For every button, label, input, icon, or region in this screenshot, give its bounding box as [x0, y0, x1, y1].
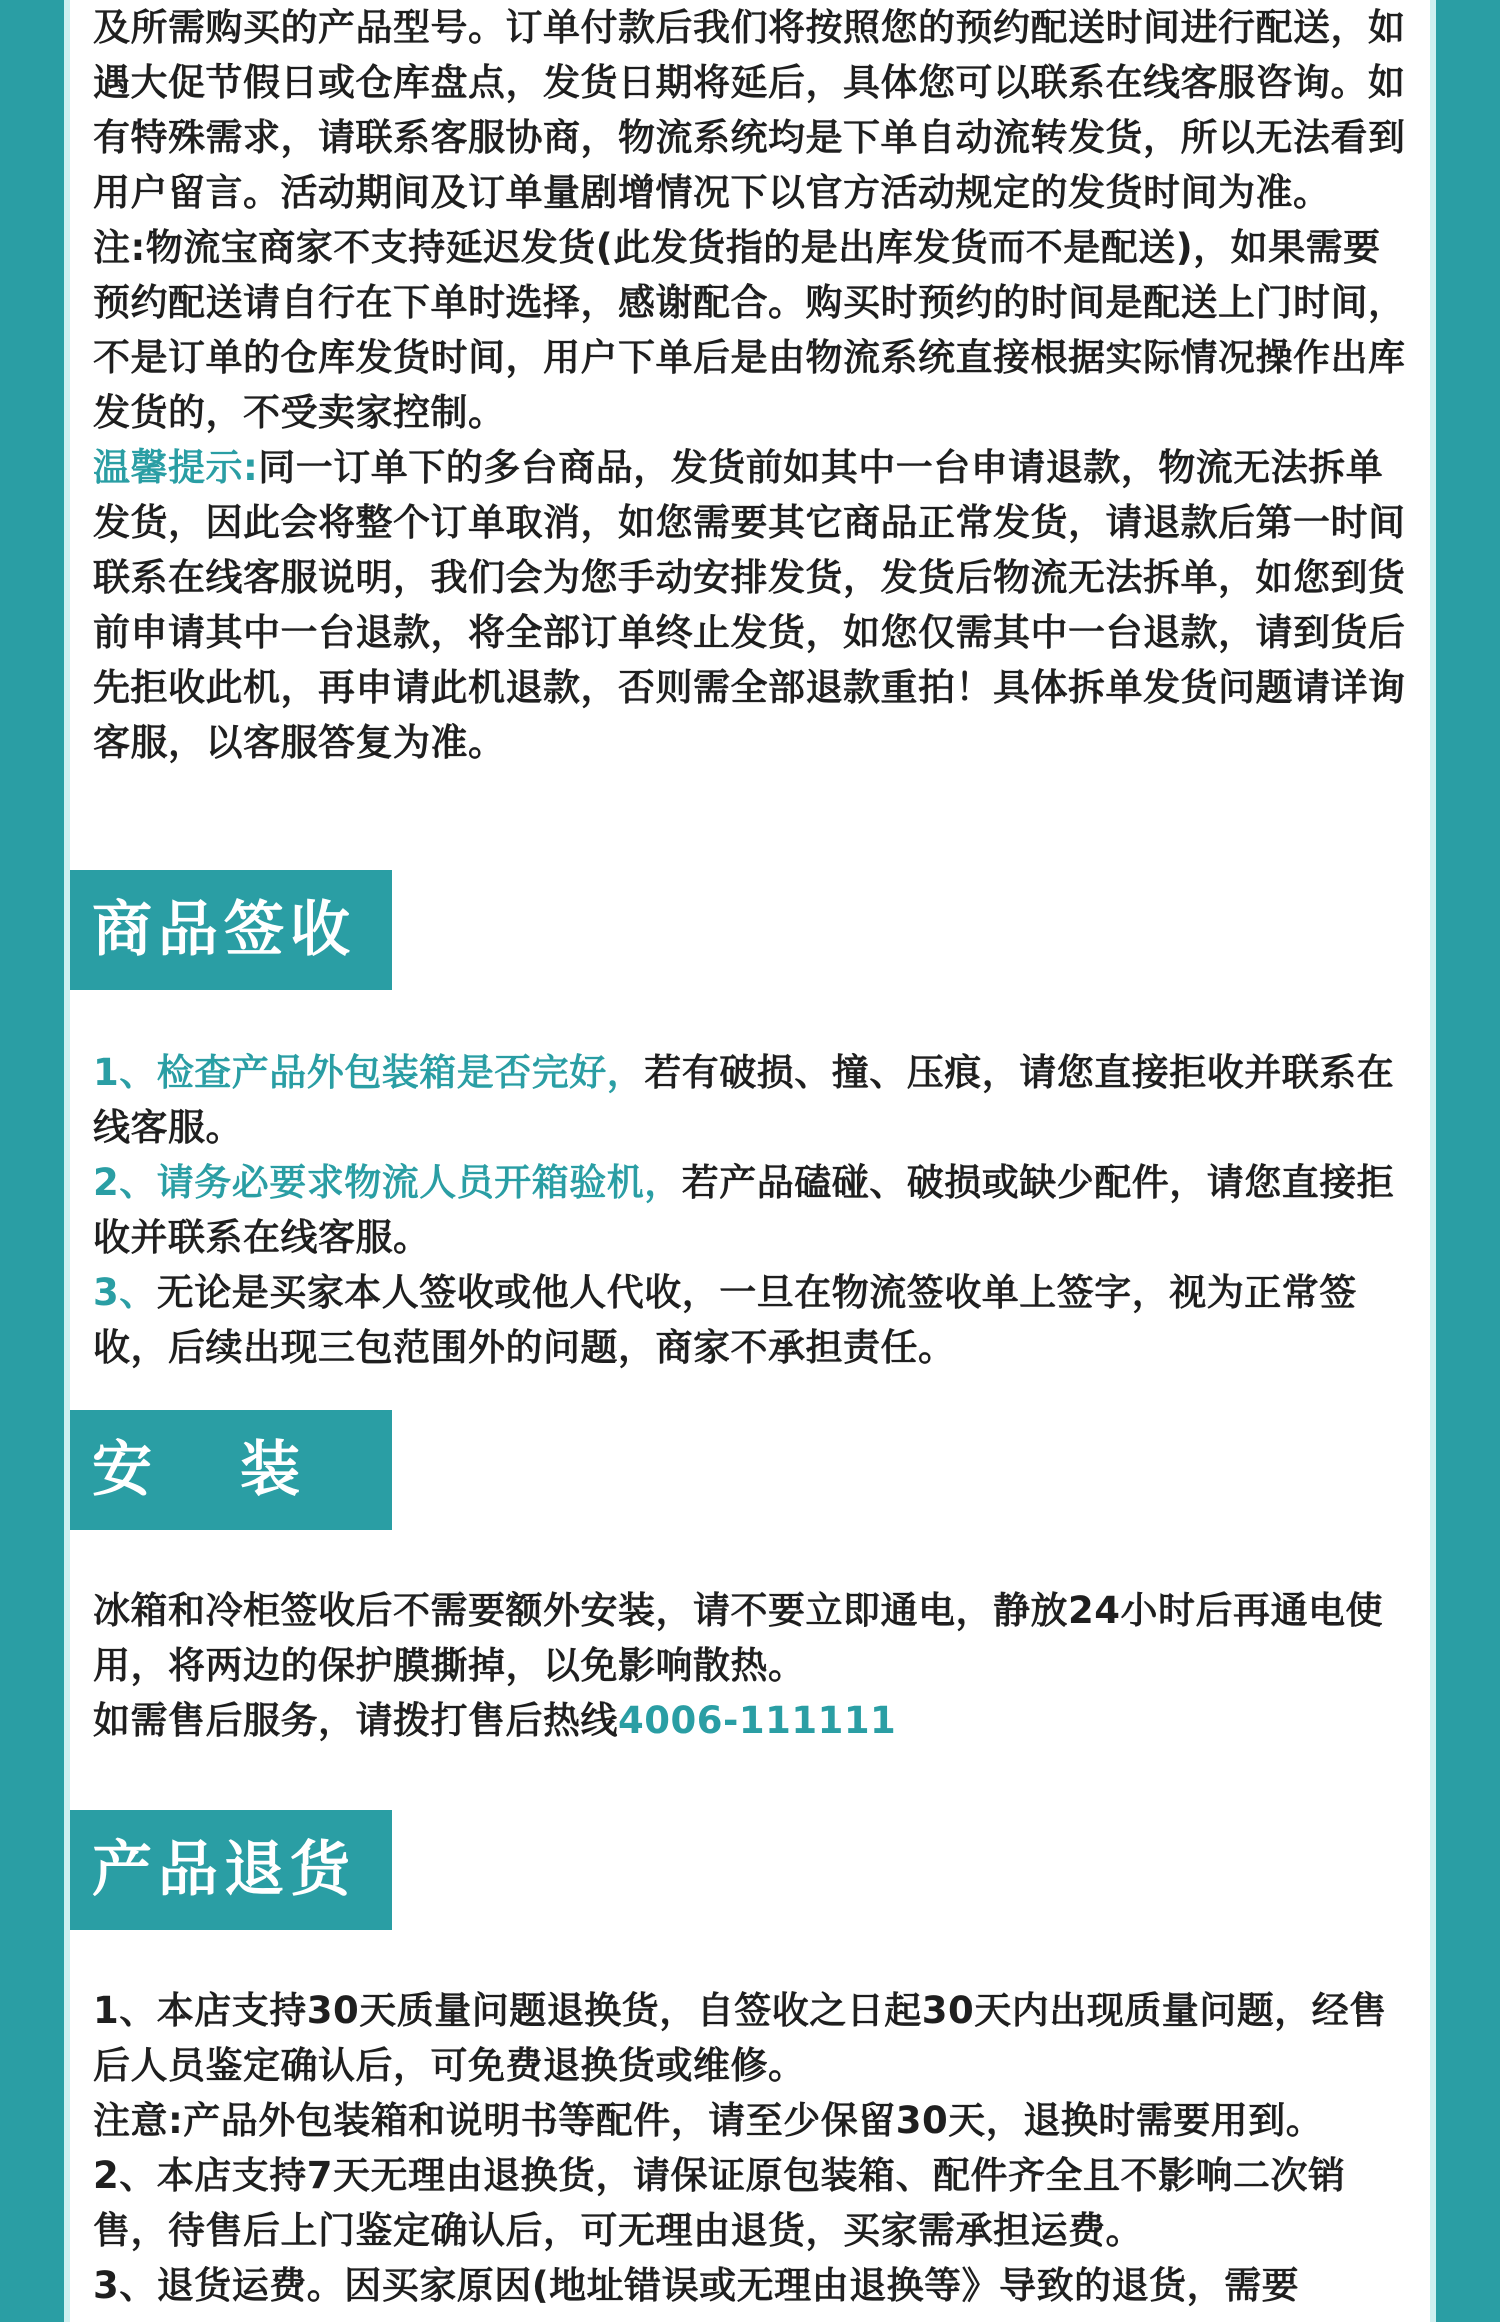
install-paragraph: 冰箱和冷柜签收后不需要额外安装，请不要立即通电，静放24小时后再通电使用，将两边的保护膜撕掉，以免影响散热。: [93, 1589, 1383, 1687]
receipt-item-3: [93, 1265, 1412, 1375]
receipt-item-2: [93, 1155, 1412, 1265]
section-header-install: 安装: [70, 1410, 392, 1530]
content-panel: [64, 0, 1436, 2322]
warm-tip: [93, 440, 1412, 770]
returns-item-3: 3、退货运费。因买家原因(地址错误或无理由退换等》导致的退货，需要: [93, 2264, 1300, 2307]
section-header-receipt: 商品签收: [70, 870, 392, 990]
warm-tip-text: 同一订单下的多台商品，发货前如其中一台申请退款，物流无法拆单发货，因此会将整个订单取消，如您需要其它商品正常发货，请退款后第一时间联系在线客服说明，我们会为您手动安排发货，发货后物流无法拆单，如您到货前申请其中一台退款，将全部订单终止发货，如您仅需其中一台退款，请到货后先拒收此机，再申请此机退款，否则需全部退款重拍！具体拆单发货问题请详询客服，以客服答复为准。: [93, 446, 1406, 764]
receipt-block: [93, 1045, 1412, 1375]
logistics-note: 注:物流宝商家不支持延迟发货(此发货指的是出库发货而不是配送)，如果需要预约配送请自行在下单时选择，感谢配合。购买时预约的时间是配送上门时间，不是订单的仓库发货时间，用户下单后是由物流系统直接根据实际情况操作出库发货的，不受卖家控制。: [93, 226, 1406, 434]
hotline-line: [93, 1693, 1412, 1748]
install-block: [93, 1583, 1412, 1748]
shipping-paragraph: 及所需购买的产品型号。订单付款后我们将按照您的预约配送时间进行配送，如遇大促节假日或仓库盘点，发货日期将延后，具体您可以联系在线客服咨询。如有特殊需求，请联系客服协商，物流系统均是下单自动流转发货，所以无法看到用户留言。活动期间及订单量剧增情况下以官方活动规定的发货时间为准。: [93, 6, 1406, 214]
returns-note: 注意:产品外包装箱和说明书等配件，请至少保留30天，退换时需要用到。: [93, 2099, 1324, 2142]
hotline-number: 4006-111111: [618, 1699, 897, 1742]
receipt-item-3-number: 3、: [93, 1271, 157, 1314]
receipt-item-3-text: 无论是买家本人签收或他人代收，一旦在物流签收单上签字，视为正常签收，后续出现三包范围外的问题，商家不承担责任。: [93, 1271, 1357, 1369]
returns-item-1: 1、本店支持30天质量问题退换货，自签收之日起30天内出现质量问题，经售后人员鉴定确认后，可免费退换货或维修。: [93, 1989, 1387, 2087]
receipt-item-1-highlight: 1、检查产品外包装箱是否完好，: [93, 1051, 645, 1094]
warm-tip-label: 温馨提示:: [93, 446, 259, 489]
returns-block: [93, 1983, 1412, 2313]
section-header-returns: 产品退货: [70, 1810, 392, 1930]
receipt-item-2-highlight: 2、请务必要求物流人员开箱验机，: [93, 1161, 682, 1204]
hotline-label: 如需售后服务，请拨打售后热线: [93, 1699, 618, 1742]
receipt-item-1-text: 若有破损、撞、压痕，请您直接拒收并联系在线客服。: [93, 1051, 1395, 1149]
receipt-item-1: [93, 1045, 1412, 1155]
returns-item-2: 2、本店支持7天无理由退换货，请保证原包装箱、配件齐全且不影响二次销售，待售后上门鉴定确认后，可无理由退货，买家需承担运费。: [93, 2154, 1346, 2252]
shipping-info-block: [93, 0, 1412, 770]
receipt-item-2-text: 若产品磕碰、破损或缺少配件，请您直接拒收并联系在线客服。: [93, 1161, 1395, 1259]
